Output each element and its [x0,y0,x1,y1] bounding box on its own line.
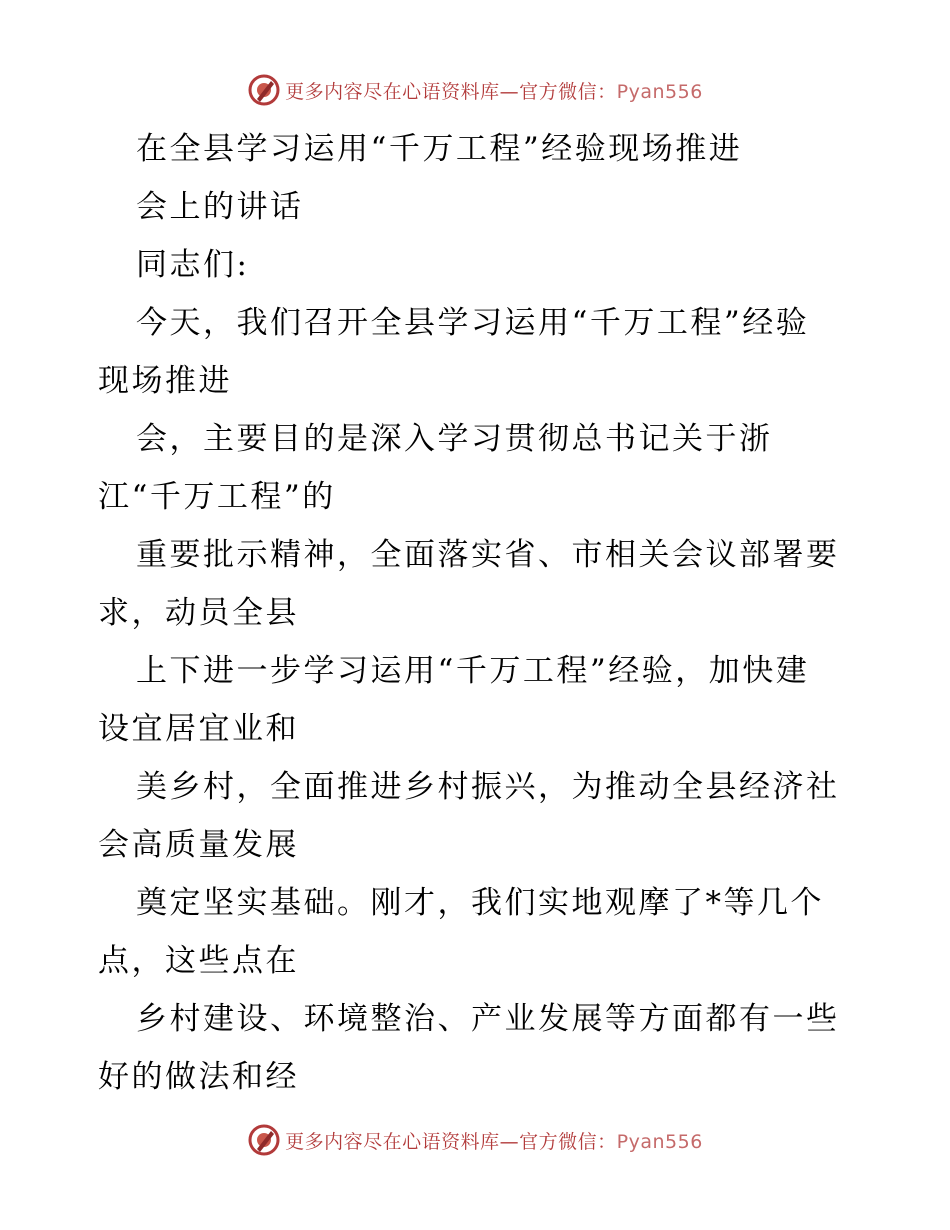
document-line: 同志们: [136,247,250,283]
pen-logo-icon [247,1123,281,1157]
document-line: 美乡村，全面推进乡村振兴，为推动全县经济社 [136,769,840,805]
document-line: 江“千万工程”的 [98,479,336,515]
document-line: 在全县学习运用“千万工程”经验现场推进 [136,131,743,167]
document-line: 会，主要目的是深入学习贯彻总书记关于浙 [136,421,773,457]
document-line: 上下进一步学习运用“千万工程”经验，加快建 [136,653,810,689]
banner-handle: Pyan556 [616,80,703,103]
document-line: 奠定坚实基础。刚才，我们实地观摩了*等几个 [136,885,824,921]
document-line: 好的做法和经 [98,1059,299,1095]
banner-handle: Pyan556 [616,1130,703,1153]
header-watermark-banner [0,70,950,110]
document-line: 今天，我们召开全县学习运用“千万工程”经验 [136,305,810,341]
banner-text: 更多内容尽在心语资料库—官方微信：Pyan556 [285,1130,703,1153]
document-line: 重要批示精神，全面落实省、市相关会议部署要 [136,537,840,573]
document-line: 会高质量发展 [98,827,299,863]
document-line: 点，这些点在 [98,943,299,979]
pen-logo-icon [247,73,281,107]
document-line: 现场推进 [98,363,232,399]
document-line: 乡村建设、环境整治、产业发展等方面都有一些 [136,1001,840,1037]
document-line: 设宜居宜业和 [98,711,299,747]
banner-text: 更多内容尽在心语资料库—官方微信：Pyan556 [285,80,703,103]
document-body [98,120,858,1106]
document-line: 会上的讲话 [136,189,304,225]
footer-watermark-banner [0,1120,950,1160]
document-line: 求，动员全县 [98,595,299,631]
